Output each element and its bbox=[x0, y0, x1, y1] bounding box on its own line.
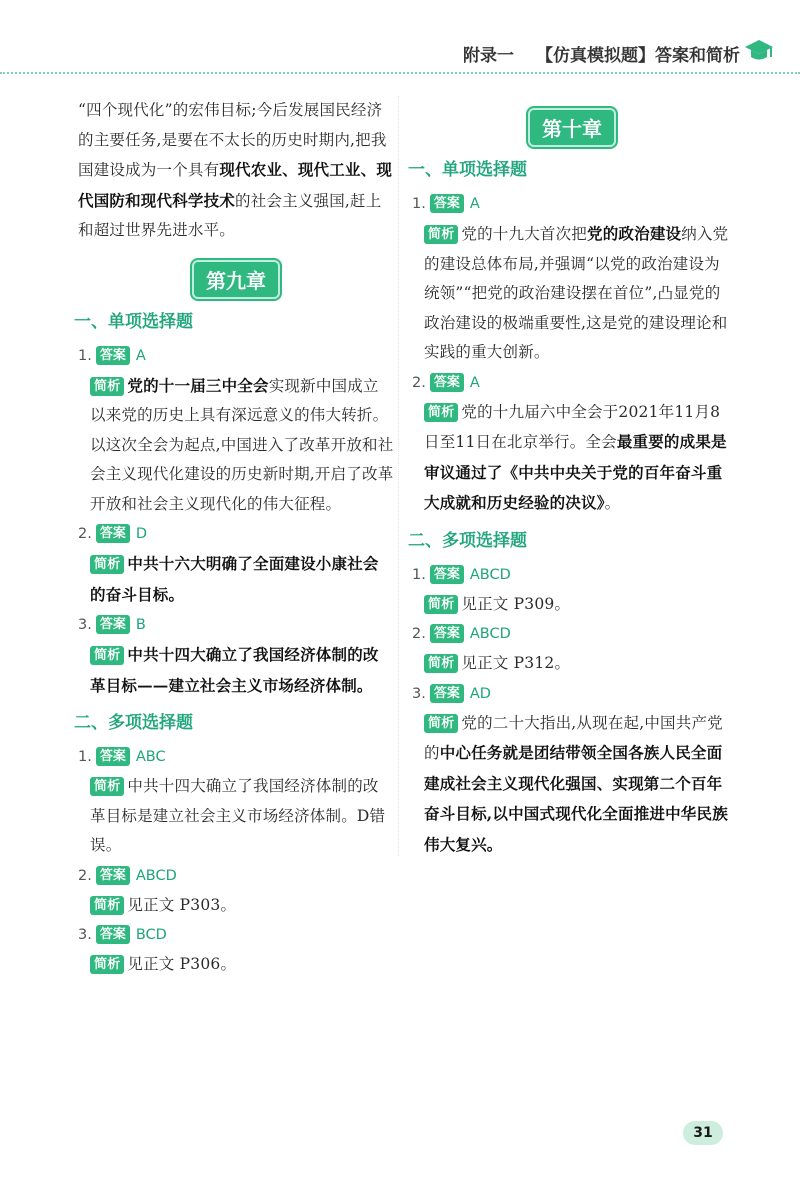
answer-line: 1. 答案 A bbox=[412, 196, 480, 212]
chapter-title: 第九章 bbox=[192, 260, 280, 299]
answer-line: 1. 答案 ABC bbox=[78, 749, 166, 765]
column-divider bbox=[398, 96, 399, 856]
answer-line: 3. 答案 AD bbox=[412, 685, 491, 702]
intro-paragraph: “四个现代化”的宏伟目标;今后发展国民经济的主要任务,是要在不太长的历史时期内,把我国建设成为一个具有现代农业、现代工业、现代国防和现代科学技术的社会主义强国,赶上和超过世界先进水平。 bbox=[78, 101, 393, 239]
section-title: 一、单项选择题 bbox=[408, 160, 527, 180]
answer-line: 3. 答案 B bbox=[78, 617, 146, 633]
answer-line: 1. 答案 ABCD bbox=[412, 566, 511, 583]
analysis: 简析 党的十九大首次把党的政治建设纳入党的建设总体布局,并强调“以党的政治建设为统领”“把党的政治建设摆在首位”,凸显党的政治建设的极端重要性,这是党的建设理论和实践的重大创新。 bbox=[424, 224, 729, 361]
running-header bbox=[463, 38, 740, 68]
page-number: 31 bbox=[683, 1121, 723, 1145]
analysis: 简析 党的十一届三中全会实现新中国成立以来党的历史上具有深远意义的伟大转折。以这次全会为起点,中国进入了改革开放和社会主义现代化建设的历史新时期,开启了改革开放和社会主义现代化的伟大征程。 bbox=[90, 375, 394, 513]
answer-line: 1. 答案 A bbox=[78, 347, 146, 364]
analysis: 简析 见正文 P306。 bbox=[78, 950, 394, 980]
analysis: 简析 中共十四大确立了我国经济体制的改革目标是建立社会主义市场经济体制。D错误。 bbox=[90, 777, 386, 854]
answer-line: 3. 答案 BCD bbox=[78, 927, 167, 943]
answer-line: 2. 答案 A bbox=[412, 374, 480, 391]
answer-line: 2. 答案 ABCD bbox=[412, 626, 511, 642]
section-title: 一、单项选择题 bbox=[74, 311, 193, 332]
analysis: 简析 党的十九届六中全会于2021年11月8日至11日在北京举行。全会最重要的成果是审议通过了《中共中央关于党的百年奋斗重大成就和历史经验的决议》。 bbox=[424, 402, 727, 512]
section-title: 二、多项选择题 bbox=[408, 530, 527, 551]
left-column bbox=[74, 96, 394, 980]
header-appendix: 附录一 bbox=[463, 45, 514, 66]
chapter-title: 第十章 bbox=[528, 108, 616, 147]
section-title: 二、多项选择题 bbox=[74, 713, 193, 733]
analysis: 简析 见正文 P303。 bbox=[78, 891, 394, 921]
analysis: 简析 见正文 P309。 bbox=[412, 590, 732, 620]
analysis: 简析 见正文 P312。 bbox=[412, 649, 732, 679]
header-divider bbox=[0, 72, 800, 74]
analysis: 简析 中共十六大明确了全面建设小康社会的奋斗目标。 bbox=[90, 554, 379, 604]
answer-line: 2. 答案 D bbox=[78, 526, 148, 542]
answer-line: 2. 答案 ABCD bbox=[78, 867, 177, 884]
header-title: 【仿真模拟题】答案和简析 bbox=[536, 45, 740, 66]
graduation-cap-icon bbox=[744, 37, 774, 65]
analysis: 简析 中共十四大确立了我国经济体制的改革目标——建立社会主义市场经济体制。 bbox=[90, 645, 379, 695]
analysis: 简析 党的二十大指出,从现在起,中国共产党的中心任务就是团结带领全国各族人民全面建成社会主义现代化强国、实现第二个百年奋斗目标,以中国式现代化全面推进中华民族伟大复兴。 bbox=[424, 713, 728, 854]
right-column bbox=[408, 104, 732, 860]
